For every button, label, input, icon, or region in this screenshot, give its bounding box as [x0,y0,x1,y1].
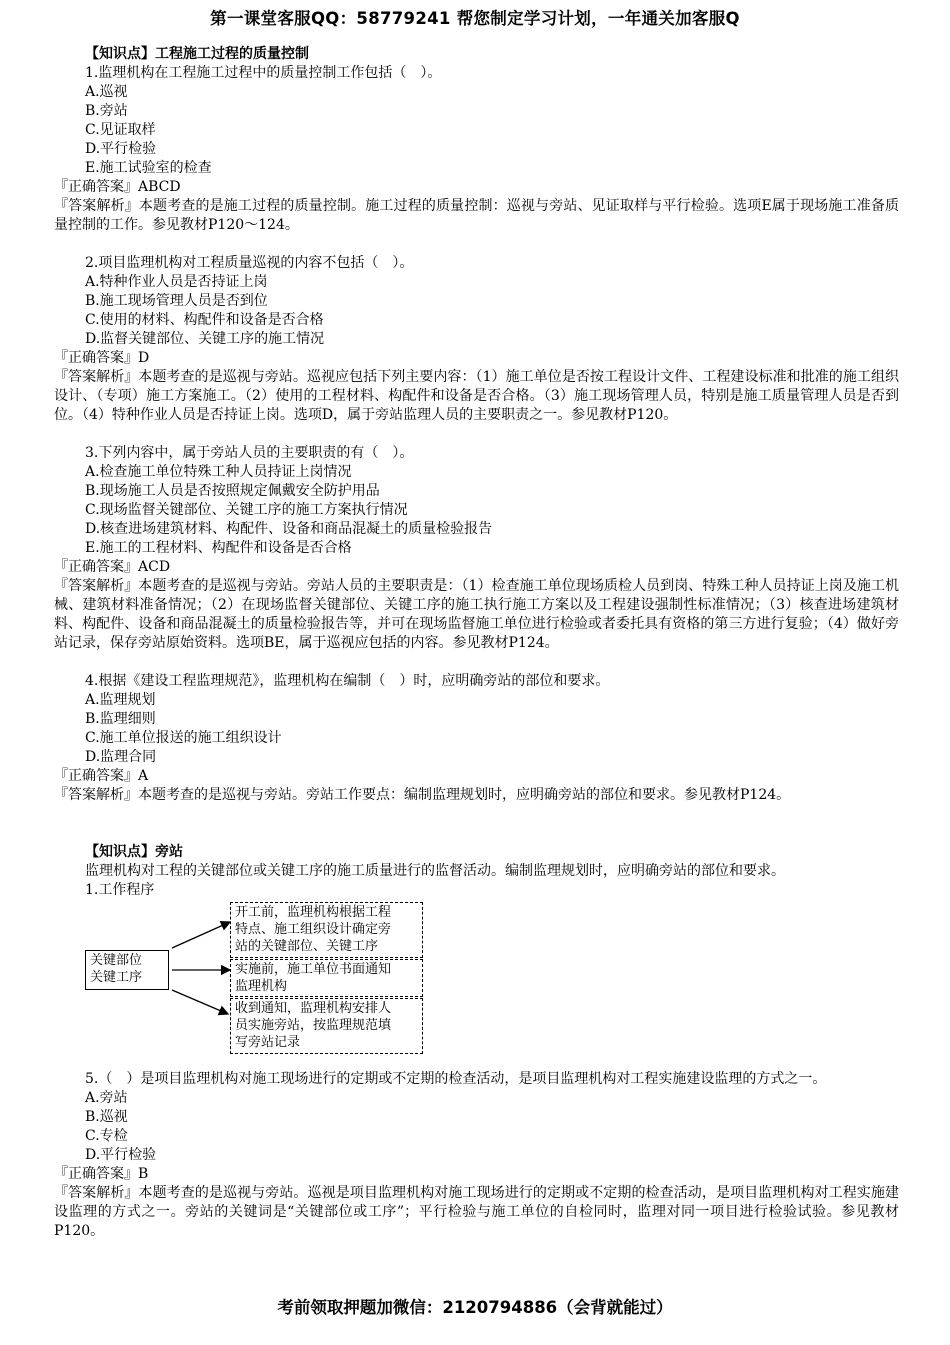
procedure-label: 1.工作程序 [85,882,155,898]
option: A.巡视 [85,84,128,100]
question-stem: 2.项目监理机构对工程质量巡视的内容不包括（ ）。 [85,255,414,271]
question-stem: 5.（ ）是项目监理机构对施工现场进行的定期或不定期的检查活动，是项目监理机构对工程实施建设监理的方式之一。 [85,1071,827,1087]
work-procedure-diagram [54,902,899,1062]
option: E.施工试验室的检查 [85,160,212,176]
question-block [54,444,899,653]
document-body [54,45,899,1241]
key-part-box [85,950,169,990]
question-block [54,254,899,425]
option: B.施工现场管理人员是否到位 [85,293,268,309]
step-text: 开工前，监理机构根据工程 [235,905,392,920]
question-stem: 3.下列内容中，属于旁站人员的主要职责的有（ ）。 [85,445,414,461]
diagram-arrows [54,902,899,1062]
option: B.旁站 [85,103,128,119]
answer-analysis: 『答案解析』本题考查的是巡视与旁站。旁站人员的主要职责是：（1）检查施工单位现场质检人员到岗、特殊工种人员持证上岗及施工机械、建筑材料准备情况；（2）在现场监督关键部位、关键工序的施工执行施工方案以及工程建设强制性标准情况；（3）核查进场建筑材料、构配件、设备和商品混凝土的质量检验报告等，并可在现场监督施工单位进行检验或者委托具有资格的第三方进行复验；（4）做好旁站记录，保存旁站原始资料。选项BE，属于巡视应包括的内容。参见教材P124。 [54,578,899,651]
option: A.旁站 [85,1090,128,1106]
correct-answer: 『正确答案』A [54,768,149,784]
option: C.现场监督关键部位、关键工序的施工方案执行情况 [85,502,408,518]
key-part-line: 关键部位 [90,953,143,968]
step-text: 收到通知，监理机构安排人 [235,1001,392,1016]
option: C.使用的材料、构配件和设备是否合格 [85,312,324,328]
footer-banner: 考前领取押题加微信：2120794886（会背就能过） [277,1298,673,1317]
option: E.施工的工程材料、构配件和设备是否合格 [85,540,352,556]
correct-answer: 『正确答案』ACD [54,559,171,575]
section-title: 【知识点】旁站 [85,844,183,860]
step-text: 站的关键部位、关键工序 [235,939,379,954]
arrow-to-step-1 [172,922,230,948]
answer-analysis: 『答案解析』本题考查的是巡视与旁站。巡视应包括下列主要内容：（1）施工单位是否按工程设计文件、工程建设标准和批准的施工组织设计、（专项）施工方案施工。（2）使用的工程材料、构配件和设备是否合格。（3）施工现场管理人员，特别是施工质量管理人员是否到位。（4）特种作业人员是否持证上岗。选项D，属于旁站监理人员的主要职责之一。参见教材P120。 [54,369,899,423]
key-process-line: 关键工序 [90,970,143,985]
section-intro: 监理机构对工程的关键部位或关键工序的施工质量进行的监督活动。编制监理规划时，应明确旁站的部位和要求。 [85,863,785,879]
step-text: 监理机构 [235,979,288,994]
arrow-to-step-3 [172,990,228,1014]
correct-answer: 『正确答案』B [54,1166,149,1182]
answer-analysis: 『答案解析』本题考查的是巡视与旁站。巡视是项目监理机构对施工现场进行的定期或不定期的检查活动，是项目监理机构对工程实施建设监理的方式之一。旁站的关键词是“关键部位或工序”；平行检验与施工单位的自检同时，监理对同一项目进行检验试验。参见教材P120。 [54,1185,899,1239]
option: C.专检 [85,1128,128,1144]
option: C.施工单位报送的施工组织设计 [85,730,282,746]
option: A.特种作业人员是否持证上岗 [85,274,268,290]
step-box-before-implementation [230,959,423,997]
option: D.监督关键部位、关键工序的施工情况 [85,331,325,347]
question-stem: 4.根据《建设工程监理规范》，监理机构在编制（ ）时，应明确旁站的部位和要求。 [85,673,610,689]
step-text: 实施前，施工单位书面通知 [235,962,392,977]
section-title: 【知识点】工程施工过程的质量控制 [85,46,309,62]
question-stem: 1.监理机构在工程施工过程中的质量控制工作包括（ ）。 [85,65,442,81]
step-text: 写旁站记录 [235,1035,301,1050]
option: A.检查施工单位特殊工种人员持证上岗情况 [85,464,352,480]
option: B.巡视 [85,1109,128,1125]
correct-answer: 『正确答案』ABCD [54,179,181,195]
option: A.监理规划 [85,692,156,708]
option: D.平行检验 [85,141,157,157]
question-block [54,672,899,805]
question-block [54,64,899,235]
correct-answer: 『正确答案』D [54,350,150,366]
step-box-after-notice [230,998,423,1054]
answer-analysis: 『答案解析』本题考查的是施工过程的质量控制。施工过程的质量控制：巡视与旁站、见证取样与平行检验。选项E属于现场施工准备质量控制的工作。参见教材P120～124。 [54,198,899,233]
option: D.核查进场建筑材料、构配件、设备和商品混凝土的质量检验报告 [85,521,493,537]
option: D.监理合同 [85,749,157,765]
step-box-before-start [230,902,423,958]
option: D.平行检验 [85,1147,157,1163]
option: C.见证取样 [85,122,156,138]
header-banner: 第一课堂客服QQ：58779241 帮您制定学习计划，一年通关加客服Q [210,9,740,28]
step-text: 特点、施工组织设计确定旁 [235,922,392,937]
question-block [54,1070,899,1241]
answer-analysis: 『答案解析』本题考查的是巡视与旁站。旁站工作要点：编制监理规划时，应明确旁站的部位和要求。参见教材P124。 [54,787,791,803]
step-text: 员实施旁站，按监理规范填 [235,1018,392,1033]
option: B.现场施工人员是否按照规定佩戴安全防护用品 [85,483,380,499]
option: B.监理细则 [85,711,156,727]
